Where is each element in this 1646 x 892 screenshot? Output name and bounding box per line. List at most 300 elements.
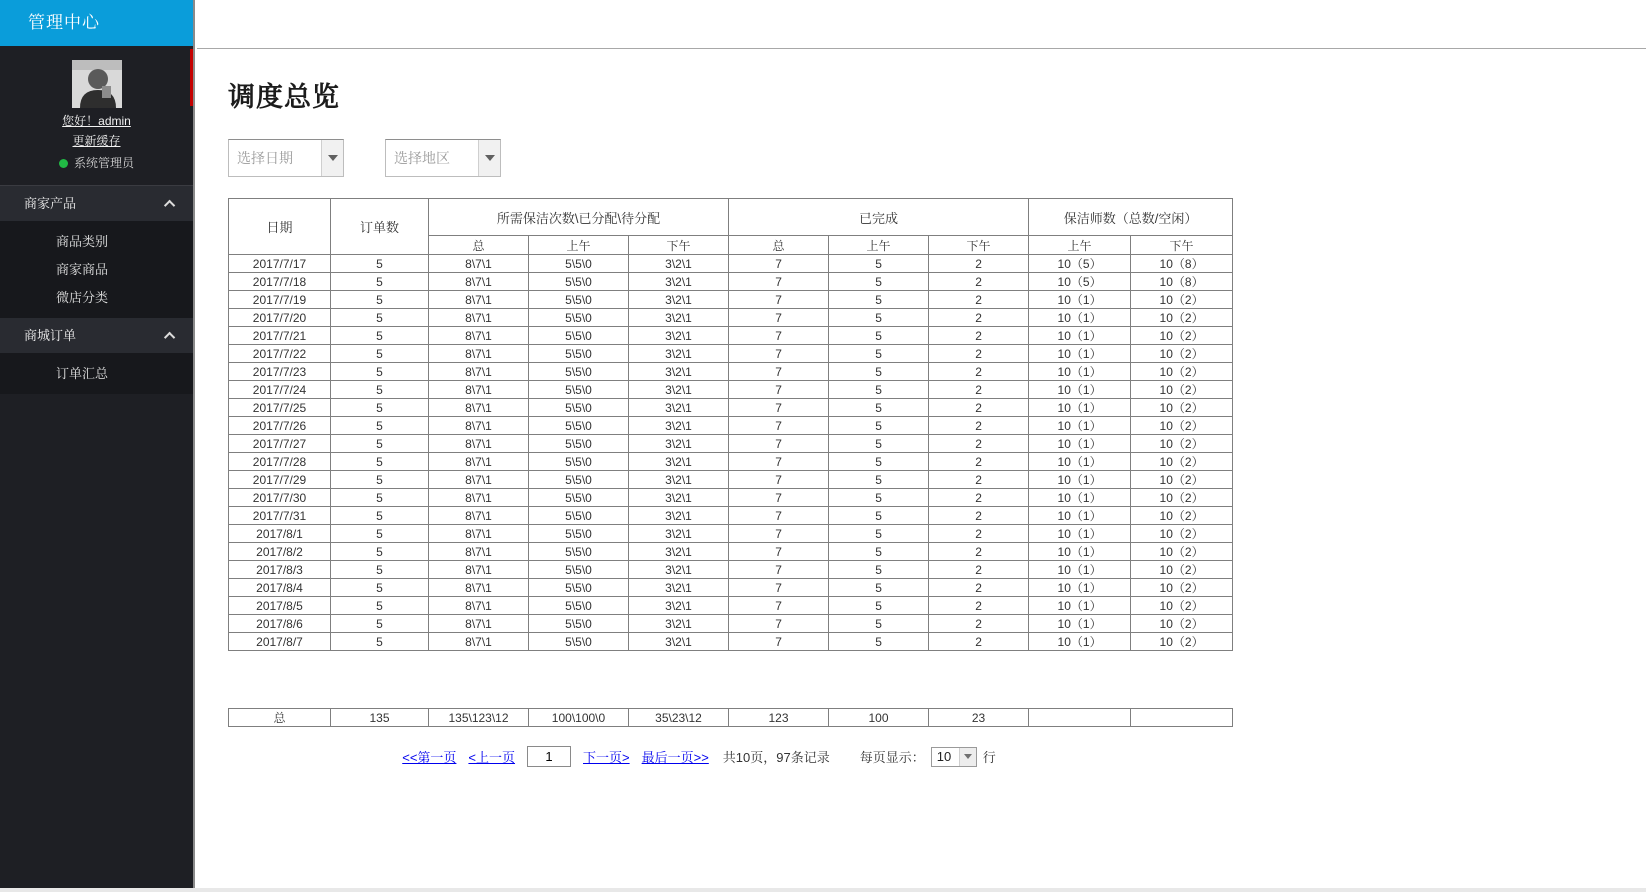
table-row [229, 345, 1233, 363]
table-cell: 7 [729, 471, 829, 489]
table-cell: 7 [729, 453, 829, 471]
greeting-link[interactable]: 您好！admin [62, 114, 131, 128]
table-cell: 8\7\1 [429, 417, 529, 435]
table-cell: 5\5\0 [529, 363, 629, 381]
table-cell: 3\2\1 [629, 579, 729, 597]
table-row [229, 291, 1233, 309]
table-row [229, 327, 1233, 345]
sidebar-item-merchant-products[interactable] [0, 186, 193, 222]
table-cell: 10（2） [1131, 471, 1233, 489]
table-cell: 5 [829, 435, 929, 453]
table-cell: 10（2） [1131, 615, 1233, 633]
totals-table-body [229, 709, 1233, 727]
dropdown-arrow-button[interactable] [478, 140, 500, 176]
table-cell: 2017/7/30 [229, 489, 331, 507]
dropdown-arrow-button[interactable] [321, 140, 343, 176]
sub-header: 上午 [529, 236, 629, 255]
role-line [0, 154, 193, 171]
table-cell: 3\2\1 [629, 489, 729, 507]
table-cell: 3\2\1 [629, 597, 729, 615]
header-row-groups [229, 199, 1233, 236]
table-cell: 5 [331, 363, 429, 381]
table-cell: 5\5\0 [529, 471, 629, 489]
table-cell: 7 [729, 363, 829, 381]
table-cell: 5 [829, 417, 929, 435]
sub-header: 总 [729, 236, 829, 255]
table-cell: 135\123\12 [429, 709, 529, 727]
rows-suffix-label: 行 [982, 750, 996, 765]
table-cell: 3\2\1 [629, 543, 729, 561]
table-cell: 35\23\12 [629, 709, 729, 727]
table-cell: 3\2\1 [629, 615, 729, 633]
table-cell: 5 [829, 561, 929, 579]
table-cell: 2017/7/21 [229, 327, 331, 345]
table-cell: 2 [929, 273, 1029, 291]
table-cell: 10（1） [1029, 417, 1131, 435]
pagination-summary: 共10页，97条记录 [722, 750, 830, 765]
table-cell: 2 [929, 309, 1029, 327]
table-cell: 2 [929, 615, 1029, 633]
table-cell: 5\5\0 [529, 507, 629, 525]
table-cell: 2 [929, 327, 1029, 345]
sub-header: 上午 [829, 236, 929, 255]
table-cell: 10（1） [1029, 579, 1131, 597]
table-cell: 2017/7/24 [229, 381, 331, 399]
submenu-mall-orders [0, 354, 193, 394]
main-content [197, 0, 1646, 888]
table-cell: 5 [829, 633, 929, 651]
menu-label: 商城订单 [24, 327, 77, 343]
table-cell: 5 [331, 327, 429, 345]
table-cell: 10（1） [1029, 633, 1131, 651]
per-page-label: 每页显示： [859, 750, 925, 765]
table-cell: 7 [729, 633, 829, 651]
refresh-cache-link[interactable]: 更新缓存 [72, 134, 121, 148]
table-cell: 2017/7/17 [229, 255, 331, 273]
table-cell: 2017/8/5 [229, 597, 331, 615]
table-cell: 10（1） [1029, 381, 1131, 399]
table-cell: 8\7\1 [429, 471, 529, 489]
table-cell: 3\2\1 [629, 507, 729, 525]
table-cell: 10（1） [1029, 597, 1131, 615]
table-cell: 7 [729, 543, 829, 561]
table-cell: 10（2） [1131, 525, 1233, 543]
table-cell: 10（2） [1131, 327, 1233, 345]
table-cell: 2 [929, 525, 1029, 543]
table-cell: 2017/7/23 [229, 363, 331, 381]
table-cell: 2017/7/26 [229, 417, 331, 435]
table-cell: 5\5\0 [529, 453, 629, 471]
table-cell: 3\2\1 [629, 363, 729, 381]
table-cell: 10（2） [1131, 435, 1233, 453]
table-cell: 5 [331, 255, 429, 273]
table-row [229, 255, 1233, 273]
table-cell: 8\7\1 [429, 633, 529, 651]
sidebar-item-microshop-category[interactable]: 微店分类 [56, 290, 109, 305]
table-cell: 2 [929, 453, 1029, 471]
table-cell: 10（2） [1131, 543, 1233, 561]
table-cell: 10（1） [1029, 507, 1131, 525]
table-cell: 2017/7/22 [229, 345, 331, 363]
table-cell: 5 [829, 615, 929, 633]
table-cell: 2017/7/28 [229, 453, 331, 471]
table-cell: 5 [829, 597, 929, 615]
table-cell: 2 [929, 399, 1029, 417]
col-header-needed-group: 所需保洁次数\已分配\待分配 [429, 199, 729, 236]
table-cell: 3\2\1 [629, 381, 729, 399]
table-cell: 8\7\1 [429, 525, 529, 543]
table-cell: 10（2） [1131, 309, 1233, 327]
col-header-orders: 订单数 [331, 199, 429, 255]
table-cell: 5 [829, 273, 929, 291]
table-cell: 3\2\1 [629, 453, 729, 471]
table-cell: 7 [729, 579, 829, 597]
table-cell: 5 [331, 615, 429, 633]
table-cell: 7 [729, 561, 829, 579]
table-cell: 2 [929, 597, 1029, 615]
table-row [229, 489, 1233, 507]
table-cell: 10（1） [1029, 327, 1131, 345]
table-row [229, 525, 1233, 543]
table-cell: 10（2） [1131, 291, 1233, 309]
table-cell: 8\7\1 [429, 309, 529, 327]
schedule-table-wrap [228, 198, 1232, 651]
table-cell: 2017/7/27 [229, 435, 331, 453]
table-cell: 5\5\0 [529, 525, 629, 543]
table-cell: 5 [331, 579, 429, 597]
table-cell: 5\5\0 [529, 327, 629, 345]
table-cell: 5 [829, 543, 929, 561]
table-row [229, 597, 1233, 615]
table-cell: 2017/8/3 [229, 561, 331, 579]
table-cell: 8\7\1 [429, 363, 529, 381]
table-cell: 5 [829, 327, 929, 345]
sub-header: 下午 [1131, 236, 1233, 255]
prev-page-link[interactable]: <上一页 [468, 750, 516, 765]
table-cell: 5 [331, 399, 429, 417]
table-cell: 5\5\0 [529, 633, 629, 651]
table-cell: 8\7\1 [429, 579, 529, 597]
table-cell: 3\2\1 [629, 633, 729, 651]
chevron-up-icon [164, 331, 175, 342]
table-cell: 2 [929, 471, 1029, 489]
table-cell: 5\5\0 [529, 561, 629, 579]
table-cell: 2017/7/20 [229, 309, 331, 327]
table-cell: 3\2\1 [629, 525, 729, 543]
table-cell: 5 [829, 309, 929, 327]
table-cell: 2017/8/6 [229, 615, 331, 633]
table-cell: 5 [331, 291, 429, 309]
table-cell: 7 [729, 417, 829, 435]
table-cell: 10（2） [1131, 489, 1233, 507]
table-cell: 2 [929, 489, 1029, 507]
per-page-value: 10 [936, 749, 952, 764]
dropdown-arrow-button[interactable] [959, 748, 976, 766]
table-cell: 8\7\1 [429, 399, 529, 417]
table-cell: 8\7\1 [429, 561, 529, 579]
table-cell: 10（2） [1131, 561, 1233, 579]
page-title: 调度总览 [228, 82, 340, 112]
filters [228, 139, 1646, 177]
table-cell: 2017/7/25 [229, 399, 331, 417]
user-block [0, 46, 193, 185]
table-cell: 5 [829, 345, 929, 363]
table-cell: 7 [729, 381, 829, 399]
table-cell: 3\2\1 [629, 309, 729, 327]
table-cell: 8\7\1 [429, 273, 529, 291]
table-cell: 8\7\1 [429, 327, 529, 345]
table-row [229, 453, 1233, 471]
table-cell: 7 [729, 435, 829, 453]
table-cell: 23 [929, 709, 1029, 727]
table-cell: 10（1） [1029, 399, 1131, 417]
table-cell: 7 [729, 255, 829, 273]
table-cell: 10（1） [1029, 543, 1131, 561]
online-status-icon [59, 159, 68, 168]
table-cell: 10（1） [1029, 363, 1131, 381]
table-cell: 100\100\0 [529, 709, 629, 727]
region-select[interactable] [385, 139, 501, 177]
table-cell: 2 [929, 561, 1029, 579]
caret-down-icon [328, 155, 338, 161]
table-cell: 5 [331, 561, 429, 579]
table-cell: 5\5\0 [529, 273, 629, 291]
table-cell: 5\5\0 [529, 579, 629, 597]
table-cell: 10（1） [1029, 615, 1131, 633]
table-cell: 5\5\0 [529, 399, 629, 417]
table-row [229, 435, 1233, 453]
table-cell: 10（5） [1029, 273, 1131, 291]
table-cell: 135 [331, 709, 429, 727]
table-cell: 5 [331, 633, 429, 651]
col-header-completed-group: 已完成 [729, 199, 1029, 236]
table-cell: 5 [829, 399, 929, 417]
table-cell: 2 [929, 507, 1029, 525]
table-cell: 10（1） [1029, 525, 1131, 543]
table-cell: 5 [331, 525, 429, 543]
table-cell: 5 [331, 345, 429, 363]
table-row [229, 417, 1233, 435]
table-cell: 7 [729, 309, 829, 327]
table-cell: 8\7\1 [429, 507, 529, 525]
page-number-input[interactable] [527, 746, 571, 767]
table-cell: 5 [829, 507, 929, 525]
table-cell: 5 [331, 471, 429, 489]
table-cell: 3\2\1 [629, 273, 729, 291]
table-cell: 5\5\0 [529, 417, 629, 435]
table-cell: 8\7\1 [429, 255, 529, 273]
sidebar-menu [0, 185, 193, 394]
table-row [229, 381, 1233, 399]
table-cell: 10（2） [1131, 597, 1233, 615]
table-row [229, 543, 1233, 561]
table-row [229, 579, 1233, 597]
table-cell: 2 [929, 345, 1029, 363]
pagination [197, 746, 1201, 767]
table-cell: 2017/8/7 [229, 633, 331, 651]
last-page-link[interactable]: 最后一页>> [641, 750, 709, 765]
col-header-cleaners-group: 保洁师数（总数/空闲） [1029, 199, 1233, 236]
table-cell: 10（8） [1131, 273, 1233, 291]
table-cell: 7 [729, 291, 829, 309]
table-row [229, 561, 1233, 579]
table-cell: 10（2） [1131, 399, 1233, 417]
table-row [229, 709, 1233, 727]
table-cell: 2 [929, 363, 1029, 381]
table-cell: 8\7\1 [429, 489, 529, 507]
table-cell: 10（2） [1131, 507, 1233, 525]
sidebar-item-mall-orders[interactable] [0, 318, 193, 354]
table-cell: 2017/7/31 [229, 507, 331, 525]
table-cell: 7 [729, 615, 829, 633]
table-cell: 5 [829, 525, 929, 543]
table-cell: 2017/7/29 [229, 471, 331, 489]
table-cell: 100 [829, 709, 929, 727]
table-cell: 10（1） [1029, 291, 1131, 309]
table-cell: 10（1） [1029, 435, 1131, 453]
table-cell: 5 [331, 453, 429, 471]
table-cell: 10（2） [1131, 633, 1233, 651]
table-cell: 3\2\1 [629, 471, 729, 489]
table-cell: 10（1） [1029, 345, 1131, 363]
first-page-link[interactable]: <<第一页 [402, 750, 457, 765]
table-cell: 123 [729, 709, 829, 727]
table-cell: 5 [331, 543, 429, 561]
table-cell: 7 [729, 597, 829, 615]
date-select[interactable] [228, 139, 344, 177]
table-cell: 10（2） [1131, 453, 1233, 471]
sidebar-item-product-category[interactable]: 商品类别 [56, 234, 109, 249]
sidebar-item-order-summary[interactable]: 订单汇总 [56, 366, 109, 381]
table-cell: 5 [829, 489, 929, 507]
per-page-select[interactable] [931, 747, 977, 767]
table-cell: 8\7\1 [429, 615, 529, 633]
table-cell: 8\7\1 [429, 291, 529, 309]
app-title: 管理中心 [0, 0, 193, 46]
sidebar-item-merchant-goods[interactable]: 商家商品 [56, 262, 109, 277]
table-cell: 2 [929, 579, 1029, 597]
table-cell: 7 [729, 507, 829, 525]
table-row [229, 309, 1233, 327]
chevron-up-icon [164, 199, 175, 210]
table-cell: 5\5\0 [529, 435, 629, 453]
sub-header: 总 [429, 236, 529, 255]
table-cell [1131, 709, 1233, 727]
sub-header: 下午 [629, 236, 729, 255]
table-cell: 10（2） [1131, 381, 1233, 399]
table-cell: 3\2\1 [629, 291, 729, 309]
table-cell: 3\2\1 [629, 561, 729, 579]
table-cell: 5\5\0 [529, 543, 629, 561]
table-cell: 5 [829, 579, 929, 597]
table-cell: 3\2\1 [629, 345, 729, 363]
table-cell: 2 [929, 417, 1029, 435]
table-cell: 2017/8/4 [229, 579, 331, 597]
table-cell: 2 [929, 255, 1029, 273]
table-cell: 总 [229, 709, 331, 727]
table-cell: 3\2\1 [629, 435, 729, 453]
table-row [229, 363, 1233, 381]
table-cell: 5 [331, 489, 429, 507]
table-cell [1029, 709, 1131, 727]
sidebar-accent-bar [190, 49, 193, 106]
table-cell: 8\7\1 [429, 597, 529, 615]
sub-header: 下午 [929, 236, 1029, 255]
table-cell: 2017/7/19 [229, 291, 331, 309]
table-row [229, 507, 1233, 525]
submenu-merchant-products [0, 222, 193, 318]
table-cell: 3\2\1 [629, 255, 729, 273]
table-cell: 5\5\0 [529, 489, 629, 507]
table-cell: 10（1） [1029, 489, 1131, 507]
table-cell: 5 [331, 381, 429, 399]
table-cell: 5\5\0 [529, 255, 629, 273]
table-cell: 8\7\1 [429, 345, 529, 363]
table-cell: 5 [331, 435, 429, 453]
date-select-placeholder: 选择日期 [237, 150, 293, 166]
table-cell: 5 [331, 309, 429, 327]
bottom-strip [0, 888, 1646, 892]
next-page-link[interactable]: 下一页> [583, 750, 630, 765]
table-cell: 5\5\0 [529, 381, 629, 399]
table-cell: 10（1） [1029, 471, 1131, 489]
table-cell: 10（1） [1029, 309, 1131, 327]
table-row [229, 273, 1233, 291]
table-cell: 2 [929, 435, 1029, 453]
region-select-placeholder: 选择地区 [394, 150, 450, 166]
table-cell: 5 [829, 363, 929, 381]
table-row [229, 633, 1233, 651]
table-cell: 2 [929, 543, 1029, 561]
col-header-date: 日期 [229, 199, 331, 255]
table-cell: 5\5\0 [529, 345, 629, 363]
table-cell: 2017/8/1 [229, 525, 331, 543]
table-cell: 5\5\0 [529, 615, 629, 633]
table-cell: 10（1） [1029, 561, 1131, 579]
table-cell: 5 [331, 597, 429, 615]
table-row [229, 399, 1233, 417]
table-cell: 5 [829, 453, 929, 471]
table-cell: 10（5） [1029, 255, 1131, 273]
table-cell: 5\5\0 [529, 597, 629, 615]
table-cell: 5 [829, 471, 929, 489]
table-cell: 2017/7/18 [229, 273, 331, 291]
table-cell: 2 [929, 291, 1029, 309]
table-cell: 10（2） [1131, 417, 1233, 435]
table-cell: 5 [829, 381, 929, 399]
caret-down-icon [485, 155, 495, 161]
top-bar [197, 0, 1646, 49]
table-cell: 5 [331, 273, 429, 291]
table-row [229, 471, 1233, 489]
table-cell: 5 [829, 291, 929, 309]
schedule-table [228, 198, 1233, 651]
table-cell: 2017/8/2 [229, 543, 331, 561]
table-cell: 5\5\0 [529, 291, 629, 309]
table-cell: 10（2） [1131, 363, 1233, 381]
menu-label: 商家产品 [24, 195, 77, 211]
table-cell: 7 [729, 327, 829, 345]
table-cell: 7 [729, 399, 829, 417]
totals-table [228, 708, 1233, 727]
role-label: 系统管理员 [73, 156, 134, 170]
table-cell: 10（2） [1131, 579, 1233, 597]
sidebar [0, 0, 195, 888]
table-cell: 3\2\1 [629, 399, 729, 417]
table-cell: 5 [829, 255, 929, 273]
table-cell: 7 [729, 345, 829, 363]
table-cell: 5 [331, 507, 429, 525]
